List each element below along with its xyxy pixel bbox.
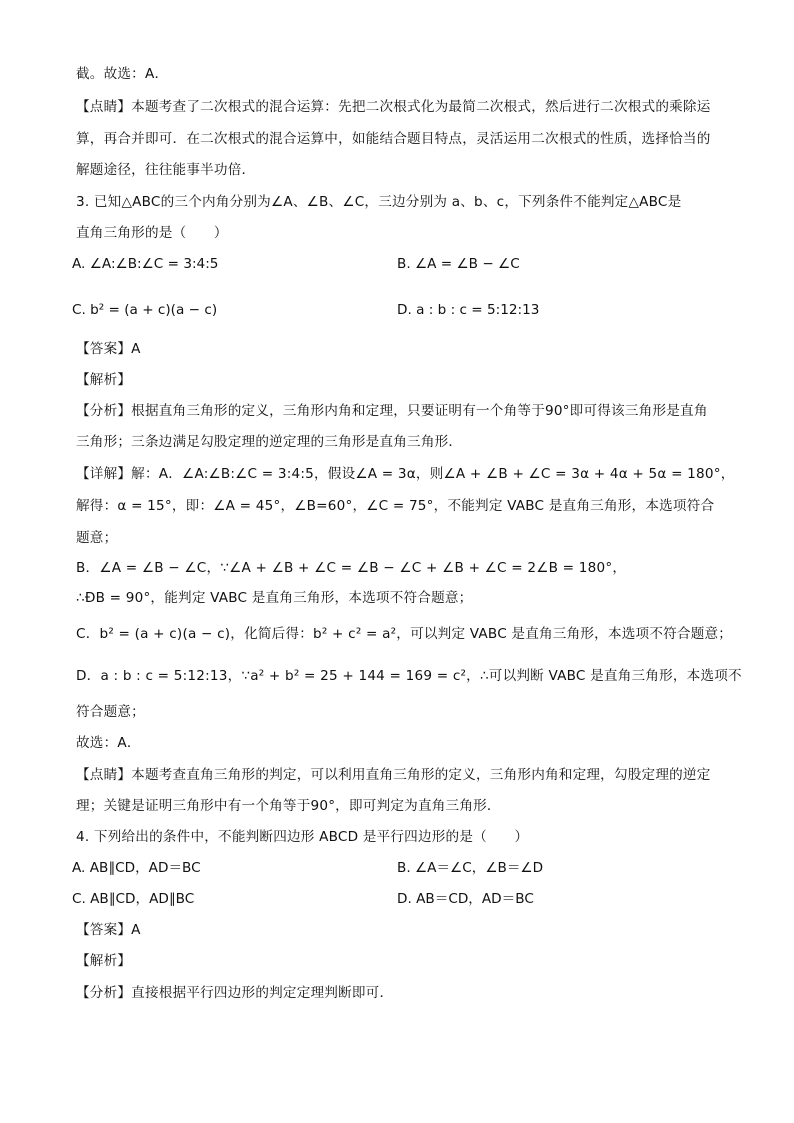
text-line: 解得：α = 15°，即：∠A = 45°，∠B=60°，∠C = 75°，不能判定 VABC 是直角三角形，本选项符合 [76, 498, 715, 514]
text-line: 算，再合并即可．在二次根式的混合运算中，如能结合题目特点，灵活运用二次根式的性质，选择恰当的 [76, 131, 711, 147]
text-line: D．a : b : c = 5:12:13，∵a² + b² = 25 + 144 = 169 = c²，∴可以判断 VABC 是直角三角形，本选项不 [76, 668, 742, 684]
answer-option: C. AB∥CD，AD∥BC [72, 891, 195, 907]
text-line: C．b² = (a + c)(a − c)，化简后得：b² + c² = a²，可以判定 VABC 是直角三角形，本选项不符合题意； [76, 626, 733, 642]
text-line: 理；关键是证明三角形中有一个角等于90°，即可判定为直角三角形． [76, 798, 501, 814]
answer-option: A. AB∥CD，AD＝BC [72, 860, 201, 876]
text-line: 【详解】解：A．∠A:∠B:∠C = 3:4:5，假设∠A = 3α，则∠A + ∠B + ∠C = 3α + 4α + 5α = 180°， [76, 466, 735, 482]
text-line: 解题途径，往往能事半功倍． [76, 162, 256, 178]
text-line: B．∠A = ∠B − ∠C，∵∠A + ∠B + ∠C = ∠B − ∠C + ∠B + ∠C = 2∠B = 180°， [76, 560, 627, 576]
answer-option: D. a : b : c = 5:12:13 [397, 302, 540, 318]
answer-option: B. ∠A＝∠C，∠B＝∠D [397, 860, 544, 876]
text-line: 题意； [76, 530, 118, 546]
text-line: 【分析】直接根据平行四边形的判定定理判断即可． [76, 985, 394, 1001]
answer-option: B. ∠A = ∠B − ∠C [397, 256, 520, 272]
text-line: 【点睛】本题考查直角三角形的判定，可以利用直角三角形的定义，三角形内角和定理，勾股定理的逆定 [76, 767, 711, 783]
text-line: 【分析】根据直角三角形的定义，三角形内角和定理，只要证明有一个角等于90°即可得该三角形是直角 [76, 403, 708, 419]
text-line: 符合题意； [76, 704, 145, 720]
text-line: 3. 已知△ABC的三个内角分别为∠A、∠B、∠C，三边分别为 a、b、c，下列条件不能判定△ABC是 [76, 194, 682, 210]
text-line: 4. 下列给出的条件中，不能判断四边形 ABCD 是平行四边形的是（ ） [76, 829, 529, 845]
text-line: 直角三角形的是（ ） [76, 225, 228, 241]
text-line: ∴ÐB = 90°，能判定 VABC 是直角三角形，本选项不符合题意； [76, 590, 473, 606]
text-line: 【点睛】本题考查了二次根式的混合运算：先把二次根式化为最简二次根式，然后进行二次根式的乘除运 [76, 99, 711, 115]
text-line: 【解析】 [76, 372, 132, 388]
text-line: 【解析】 [76, 953, 132, 969]
text-line: 截。故选：A． [76, 66, 169, 82]
answer-option: A. ∠A:∠B:∠C = 3:4:5 [72, 256, 219, 272]
answer-option: D. AB＝CD，AD＝BC [397, 891, 534, 907]
text-line: 故选：A． [76, 735, 141, 751]
answer-option: C. b² = (a + c)(a − c) [72, 302, 218, 318]
text-line: 【答案】A [76, 922, 141, 938]
text-line: 【答案】A [76, 341, 141, 357]
text-line: 三角形；三条边满足勾股定理的逆定理的三角形是直角三角形． [76, 434, 463, 450]
